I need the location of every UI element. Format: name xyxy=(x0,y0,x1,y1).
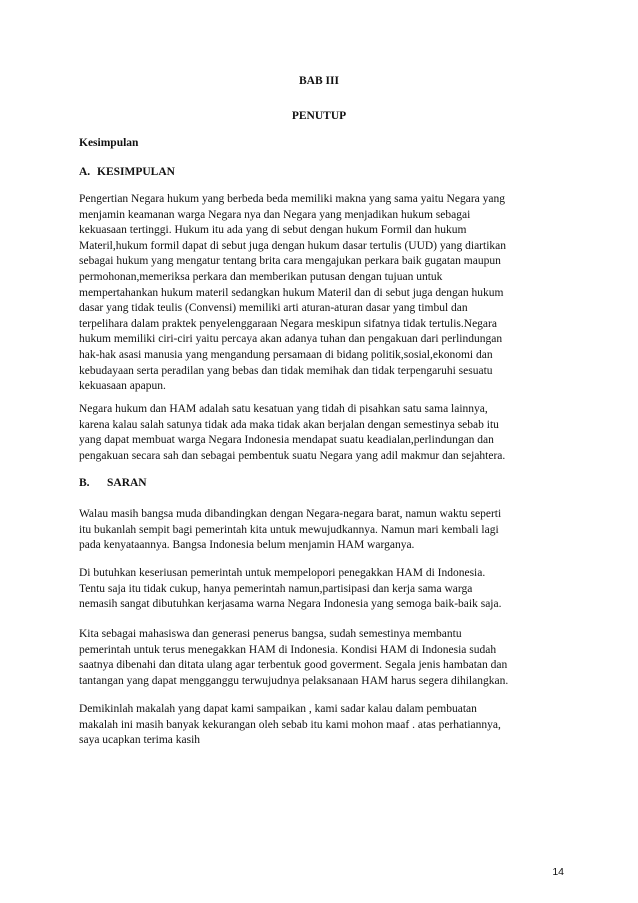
text-line: yang dapat membuat warga Negara Indonesia mendapat suatu keadialan,perlindungan dan xyxy=(79,434,494,447)
section-b-title: SARAN xyxy=(107,477,147,489)
paragraph-saran-2 xyxy=(79,566,559,613)
text-line: permohonan,memeriksa perkara dan memberikan putusan dengan tujuan untuk xyxy=(79,270,443,283)
text-line: saatnya dibenahi dan ditata ulang agar terbentuk good goverment. Segala jenis hambatan dan xyxy=(79,659,508,672)
text-line: Tentu saja itu tidak cukup, hanya pemerintah namun,partisipasi dan kerja sama warga xyxy=(79,582,473,595)
text-line: Kita sebagai mahasiswa dan generasi penerus bangsa, sudah semestinya membantu xyxy=(79,628,462,640)
section-a-title: KESIMPULAN xyxy=(97,166,175,178)
text-line: Walau masih bangsa muda dibandingkan dengan Negara-negara barat, namun waktu seperti xyxy=(79,508,502,520)
paragraph-saran-1 xyxy=(79,507,559,554)
paragraph-saran-3 xyxy=(79,627,559,689)
text-line: Pengertian Negara hukum yang berbeda beda memiliki makna yang sama yaitu Negara yang xyxy=(79,193,505,205)
section-a-letter: A. xyxy=(79,166,91,178)
text-line: menjamin keamanan warga Negara nya dan Negara yang menjadikan hukum sebagai xyxy=(79,208,471,221)
text-line: karena kalau salah satunya tidak ada maka tidak akan berjalan dengan semestinya sebab itu xyxy=(79,418,499,431)
section-heading-kesimpulan: Kesimpulan xyxy=(79,137,139,149)
page-number: 14 xyxy=(552,866,564,878)
text-line: Demikinlah makalah yang dapat kami sampaikan , kami sadar kalau dalam pembuatan xyxy=(79,703,477,715)
text-line: kekuasaan apapun. xyxy=(79,380,166,393)
paragraph-penutup xyxy=(79,702,559,749)
text-line: kebudayaan serta peradilan yang bebas dan tidak memihak dan tidak terpengaruhi sesuatu xyxy=(79,364,493,377)
text-line: hukum memiliki ciri-ciri yaitu percaya akan adanya tuhan dan pengakuan dari perlindungan xyxy=(79,333,503,346)
paragraph-kesimpulan-2 xyxy=(79,402,559,464)
text-line: tantangan yang dapat mengganggu terwujudnya pelaksanaan HAM harus segera dihilangkan. xyxy=(79,674,509,687)
text-line: saya ucapkan terima kasih xyxy=(79,734,201,747)
text-line: Materil,hukum formil dapat di sebut juga dengan hukum dasar tertulis (UUD) yang diartikan xyxy=(79,239,506,252)
paragraph-kesimpulan-1 xyxy=(79,192,559,395)
section-a-heading xyxy=(79,166,175,178)
text-line: hak-hak asasi manusia yang mengandung persamaan di bidang politik,sosial,ekonomi dan xyxy=(79,348,493,361)
section-b-heading xyxy=(79,477,147,489)
text-line: itu bukanlah sempit bagi pemerintah kita untuk mewujudkannya. Namun mari kembali lagi xyxy=(79,523,499,536)
text-line: dasar yang tidak teulis (Convensi) memiliki arti aturan-aturan dasar yang timbul dan xyxy=(79,302,468,315)
section-b-letter: B. xyxy=(79,477,90,489)
text-line: pemerintah untuk terus menegakkan HAM di Indonesia. Kondisi HAM di Indonesia sudah xyxy=(79,643,497,656)
text-line: pada kenyataannya. Bangsa Indonesia belum menjamin HAM warganya. xyxy=(79,539,415,552)
text-line: makalah ini masih banyak kekurangan oleh sebab itu kami mohon maaf . atas perhatiannya, xyxy=(79,718,501,731)
text-line: mempertahankan hukum materil sedangkan hukum Materil dan di sebut juga dengan hukum xyxy=(79,286,504,299)
text-line: terpelihara dalam praktek penyelenggaraan Negara meskipun sifatnya tidak tertulis.Negara xyxy=(79,317,497,330)
text-line: pengakuan secara sah dan sebagai pembentuk suatu Negara yang adil makmur dan sejahtera. xyxy=(79,449,506,462)
text-line: sebagai hukum yang mengatur tentang brita cara mengajukan perkara baik gugatan maupun xyxy=(79,255,501,268)
chapter-label: BAB III xyxy=(299,75,339,87)
chapter-title: PENUTUP xyxy=(291,110,347,122)
text-line: Negara hukum dan HAM adalah satu kesatuan yang tidah di pisahkan satu sama lainnya, xyxy=(79,403,488,415)
text-line: nemasih sangat dibutuhkan kerjasama warna Negara Indonesia yang semoga baik-baik saja. xyxy=(79,598,502,611)
text-line: kekuasaan tertinggi. Hukum itu ada yang di sebut dengan hukum Formil dan hukum xyxy=(79,224,467,237)
text-line: Di butuhkan keseriusan pemerintah untuk mempelopori penegakkan HAM di Indonesia. xyxy=(79,567,486,579)
